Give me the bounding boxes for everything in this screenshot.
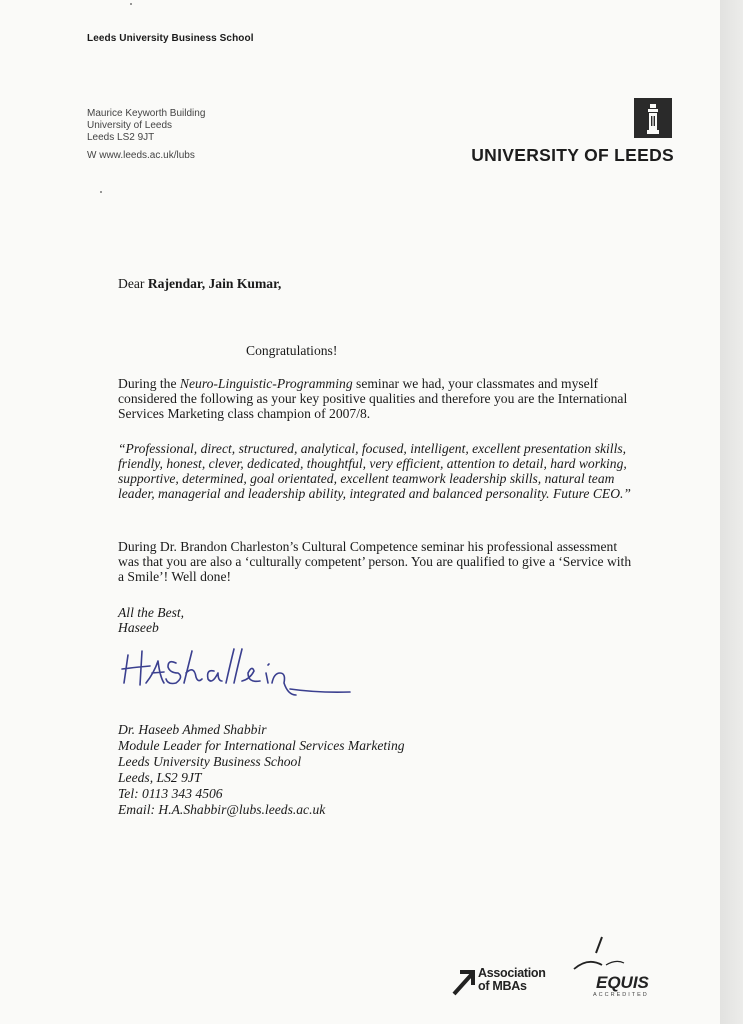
- page-edge: [720, 0, 743, 1024]
- address-line: Maurice Keyworth Building: [87, 108, 206, 119]
- amba-logo: [452, 963, 562, 997]
- equis-accredited: ACCREDITED: [593, 992, 649, 998]
- scan-speck: [130, 3, 132, 5]
- address-block: [87, 108, 205, 162]
- paragraph-seminar: [118, 376, 638, 421]
- amba-line: of MBAs: [478, 979, 527, 993]
- salutation: [118, 276, 638, 291]
- paragraph-text: seminar we had, your classmates and myself considered the following as your key positive qualities and therefore you are the International Services Marketing class champion of 2007/8.: [118, 376, 628, 421]
- closing-line: All the Best,: [118, 605, 185, 620]
- recipient-name: Rajendar, Jain Kumar,: [147, 276, 282, 291]
- university-wordmark: UNIVERSITY OF LEEDS: [471, 145, 674, 165]
- school-header: Leeds University Business School: [87, 33, 254, 44]
- signer-email: Email: H.A.Shabbir@lubs.leeds.ac.uk: [118, 801, 326, 817]
- congratulations-line: Congratulations!: [246, 343, 338, 358]
- paragraph-text: During the: [118, 376, 180, 391]
- address-line: Leeds LS2 9JT: [87, 132, 155, 143]
- signer-title: Module Leader for International Services Marketing: [118, 737, 405, 753]
- amba-arrow-icon: [452, 966, 476, 996]
- equis-logo: [572, 935, 662, 1001]
- university-logo: [448, 98, 674, 168]
- scan-speck: [100, 191, 102, 193]
- closing: [118, 605, 638, 635]
- signer-phone: Tel: 0113 343 4506: [118, 785, 223, 801]
- handwritten-signature: [118, 643, 368, 707]
- salutation-prefix: Dear: [118, 276, 145, 291]
- equis-wordmark: EQUIS: [596, 973, 649, 992]
- amba-wordmark: [478, 967, 546, 993]
- equis-swoosh-icon: [572, 935, 632, 975]
- signature-block: [118, 722, 638, 817]
- closing-line: Haseeb: [118, 620, 159, 635]
- website: W www.leeds.ac.uk/lubs: [87, 150, 195, 161]
- address-line: University of Leeds: [87, 120, 173, 131]
- qualities-quote: “Professional, direct, structured, analytical, focused, intelligent, excellent presentation skills, friendly, honest, clever, dedicated, thoughtful, very efficient, attention to detail, hard working, supportive, determined, goal orientated, excellent teamwork leadership skills, natural team leader, managerial and leadership ability, integrated and balanced personality. Future CEO.”: [118, 441, 631, 501]
- paragraph-cultural-competence: During Dr. Brandon Charleston’s Cultural Competence seminar his professional assessment was that you are also a ‘culturally competent’ person. You are qualified to give a ‘Service with a Smile’! Well done!: [118, 539, 632, 584]
- signer-name: Dr. Haseeb Ahmed Shabbir: [118, 722, 267, 737]
- signer-school: Leeds University Business School: [118, 753, 302, 769]
- signer-address: Leeds, LS2 9JT: [118, 769, 202, 785]
- seminar-name: Neuro-Linguistic-Programming: [179, 376, 353, 391]
- leeds-tower-icon: [634, 98, 672, 138]
- amba-line: Association: [478, 966, 546, 980]
